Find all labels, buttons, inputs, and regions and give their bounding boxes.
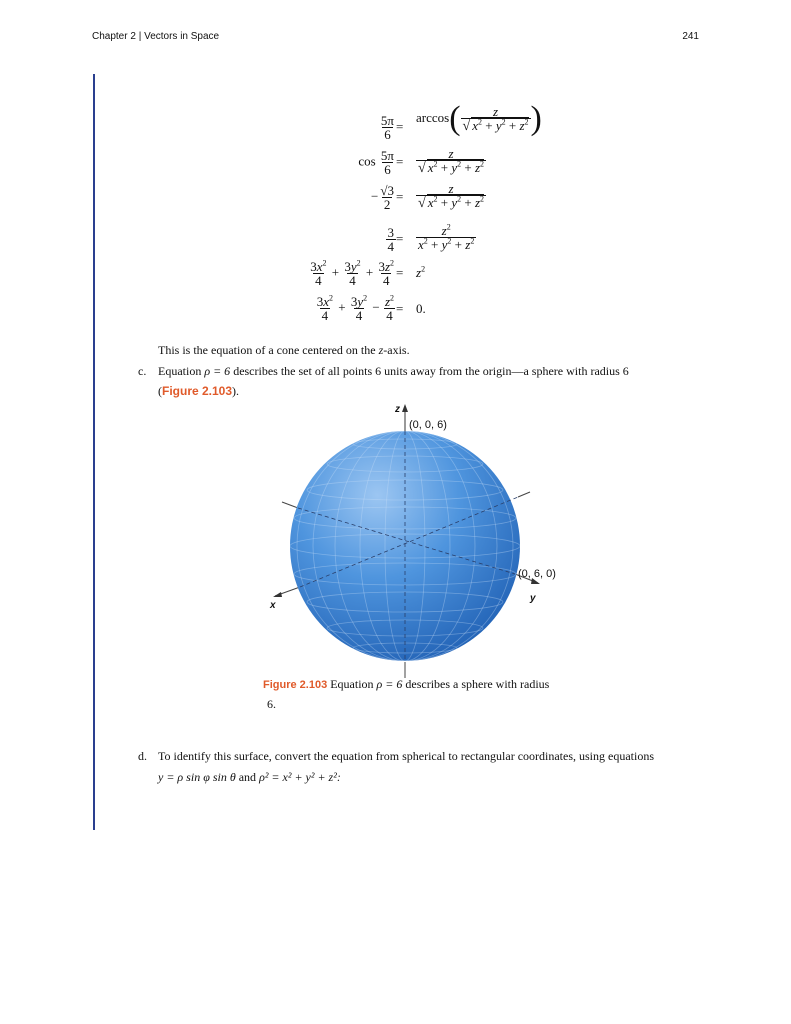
- axis-label-z: z: [395, 404, 400, 415]
- eq-row3-equals: =: [396, 189, 404, 204]
- eq-row5-equals: =: [396, 265, 404, 280]
- eq-row5-lhs: $\frac{3x^2}{4}$ + $\frac{3y^2}{4}$ + $\frac{3z^2}{4}$: [310, 258, 394, 288]
- point-label-right: (0, 6, 0): [518, 568, 556, 580]
- eq-row1-rhs: arccos( $\frac{z}{√ x^2 + y^2 + z^2}$ ): [416, 100, 542, 137]
- sphere-figure: [0, 400, 791, 700]
- figure-caption-radius: 6.: [267, 697, 276, 711]
- eq-row2-equals: =: [396, 154, 404, 169]
- point-label-top: (0, 0, 6): [409, 419, 447, 431]
- eq-row4-equals: =: [396, 231, 404, 246]
- item-c-label: c.: [138, 364, 147, 378]
- eq-row1-lhs: $\frac{5\pi}{6}$: [380, 113, 394, 142]
- eq-row6-rhs: 0.: [416, 301, 426, 316]
- item-c-line1: Equation ρ = 6 describes the set of all points 6 units away from the origin—a sphere with radius 6: [158, 364, 629, 378]
- page-number: 241: [682, 31, 699, 42]
- item-d-line2: y = ρ sin φ sin θ and ρ² = x² + y² + z²:: [158, 770, 341, 784]
- x-axis-arrow: [273, 592, 282, 597]
- eq-row2-rhs: $\frac{z}{√ x^2 + y^2 + z^2}$: [418, 146, 484, 176]
- eq-row4-lhs: $\frac{3}{4}$: [387, 225, 394, 254]
- eq-row6-lhs: $\frac{3x^2}{4}$ + $\frac{3y^2}{4}$ − $\frac{z^2}{4}$: [316, 293, 394, 323]
- eq-row4-rhs: $\frac{z^2}{x^2 + y^2 + z^2}$: [418, 222, 475, 252]
- item-d-label: d.: [138, 749, 147, 763]
- y-axis-back: [518, 492, 530, 497]
- eq-row3-lhs: − $\frac{√3}{2}$: [371, 183, 394, 212]
- item-d-line1: To identify this surface, convert the equation from spherical to rectangular coordinates, using equations: [158, 749, 655, 763]
- figure-caption: Figure 2.103 Equation ρ = 6 describes a sphere with radius: [263, 677, 550, 691]
- z-axis-arrow: [402, 404, 408, 412]
- axis-label-x: x: [270, 600, 276, 611]
- x-axis-back: [282, 502, 298, 508]
- axis-label-y: y: [530, 593, 536, 604]
- cone-sentence: This is the equation of a cone centered on the z-axis.: [158, 343, 410, 357]
- eq-row1-equals: =: [396, 119, 404, 134]
- eq-row5-rhs: $z^2$: [416, 264, 426, 280]
- eq-row6-equals: =: [396, 301, 404, 316]
- item-c-line2: (Figure 2.103).: [158, 384, 240, 398]
- eq-row3-rhs: $\frac{z}{√ x^2 + y^2 + z^2}$: [418, 181, 484, 211]
- eq-row2-lhs: cos $\frac{5\pi}{6}$: [358, 148, 394, 177]
- figure-link[interactable]: Figure 2.103: [162, 384, 233, 398]
- chapter-header: Chapter 2 | Vectors in Space: [92, 31, 220, 42]
